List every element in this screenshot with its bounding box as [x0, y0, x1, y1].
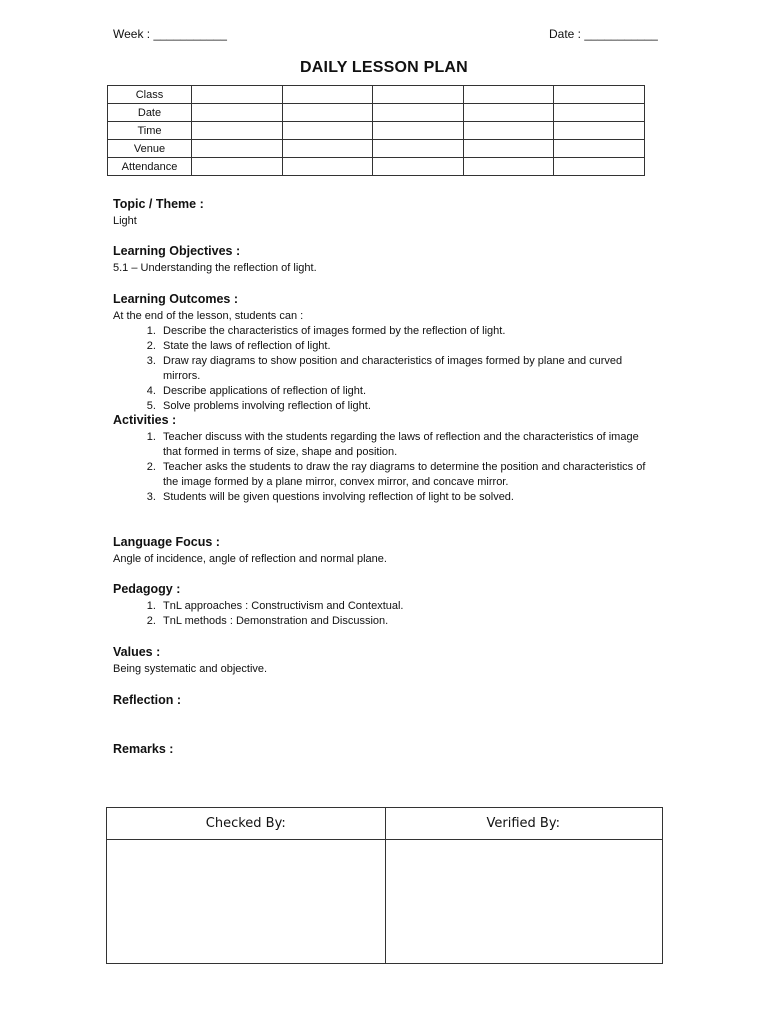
table-row: [108, 140, 645, 158]
table-cell: [192, 122, 283, 140]
topic-text: Light: [113, 215, 137, 227]
topic-section: [113, 197, 204, 229]
topic-heading: Topic / Theme :: [113, 197, 204, 211]
table-cell: [373, 122, 464, 140]
table-cell: [463, 158, 554, 176]
row-label-venue: Venue: [108, 140, 192, 158]
table-cell: [192, 104, 283, 122]
list-item: 5. Solve problems involving reflection of light.: [159, 399, 653, 414]
row-label-attendance: Attendance: [108, 158, 192, 176]
pedagogy-list: [113, 599, 404, 629]
row-label-date: Date: [108, 104, 192, 122]
page-title: DAILY LESSON PLAN: [300, 59, 468, 76]
table-cell: [282, 86, 373, 104]
list-item: 2. State the laws of reflection of light.: [159, 339, 653, 354]
verified-by-column: [385, 808, 663, 963]
info-table: [107, 85, 645, 176]
pedagogy-heading: Pedagogy :: [113, 582, 181, 596]
table-cell: [373, 140, 464, 158]
table-cell: [463, 86, 554, 104]
language-focus-text: Angle of incidence, angle of reflection and normal plane.: [113, 553, 387, 565]
outcomes-list: [113, 324, 653, 414]
list-item: 3. Draw ray diagrams to show position and characteristics of images formed by plane and curved mirrors.: [159, 354, 653, 384]
table-cell: [463, 140, 554, 158]
objectives-section: [113, 244, 317, 276]
table-row: [108, 158, 645, 176]
row-label-time: Time: [108, 122, 192, 140]
table-cell: [373, 104, 464, 122]
table-row: [108, 104, 645, 122]
table-cell: [554, 140, 645, 158]
date-field: Date : ___________: [549, 27, 658, 41]
list-item: 2. TnL methods : Demonstration and Discussion.: [159, 614, 404, 629]
list-item: 1. Teacher discuss with the students regarding the laws of reflection and the characteristics of image that formed in terms of size, shape and position.: [159, 430, 653, 460]
list-item: 1. Describe the characteristics of images formed by the reflection of light.: [159, 324, 653, 339]
list-item: 1. TnL approaches : Constructivism and Contextual.: [159, 599, 404, 614]
week-field: Week : ___________: [113, 27, 227, 41]
table-cell: [282, 104, 373, 122]
table-row: [108, 122, 645, 140]
signature-table: [106, 807, 663, 964]
outcomes-heading: Learning Outcomes :: [113, 292, 239, 306]
outcomes-section: [113, 292, 653, 414]
list-item: 4. Describe applications of reflection of light.: [159, 384, 653, 399]
values-text: Being systematic and objective.: [113, 663, 268, 675]
activities-list: [113, 430, 653, 505]
list-item: 2. Teacher asks the students to draw the ray diagrams to determine the position and characteristics of the image formed by a plane mirror, convex mirror, and concave mirror.: [159, 460, 653, 490]
objectives-text: 5.1 – Understanding the reflection of light.: [113, 262, 317, 274]
checked-by-column: [107, 808, 386, 963]
language-focus-section: [113, 535, 387, 567]
table-cell: [463, 122, 554, 140]
remarks-heading: Remarks :: [113, 742, 174, 756]
table-cell: [554, 104, 645, 122]
table-cell: [192, 158, 283, 176]
language-focus-heading: Language Focus :: [113, 535, 220, 549]
table-cell: [463, 104, 554, 122]
remarks-section: [113, 742, 173, 759]
table-cell: [282, 122, 373, 140]
values-heading: Values :: [113, 645, 161, 659]
pedagogy-section: [113, 582, 404, 629]
table-cell: [192, 140, 283, 158]
checked-by-label: Checked By:: [107, 808, 385, 840]
reflection-section: [113, 693, 181, 710]
list-item: 3. Students will be given questions involving reflection of light to be solved.: [159, 490, 653, 505]
activities-heading: Activities :: [113, 413, 177, 427]
verified-by-label: Verified By:: [385, 808, 663, 840]
table-cell: [282, 140, 373, 158]
table-cell: [554, 86, 645, 104]
table-cell: [373, 86, 464, 104]
table-cell: [554, 122, 645, 140]
table-cell: [373, 158, 464, 176]
table-cell: [554, 158, 645, 176]
table-row: [108, 86, 645, 104]
row-label-class: Class: [108, 86, 192, 104]
values-section: [113, 645, 267, 677]
reflection-heading: Reflection :: [113, 693, 182, 707]
activities-section: [113, 413, 653, 505]
objectives-heading: Learning Objectives :: [113, 244, 241, 258]
table-cell: [192, 86, 283, 104]
outcomes-intro: At the end of the lesson, students can :: [113, 310, 304, 322]
table-cell: [282, 158, 373, 176]
